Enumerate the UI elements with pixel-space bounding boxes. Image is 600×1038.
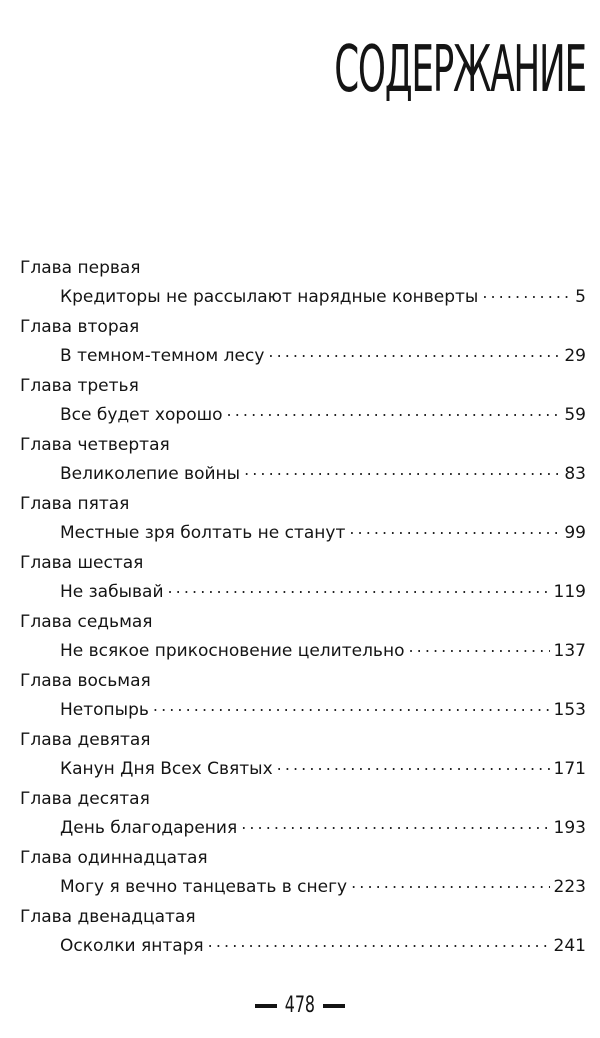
chapter-title: В темном-темном лесу	[60, 346, 265, 366]
chapter-page-number: 241	[553, 936, 586, 956]
chapter-label: Глава восьмая	[20, 671, 151, 691]
toc-entry	[60, 282, 586, 308]
chapter-page-number: 193	[553, 818, 586, 838]
toc-entry	[60, 695, 586, 721]
dot-leader	[244, 461, 560, 481]
dot-leader	[168, 579, 550, 599]
table-of-contents	[0, 250, 600, 958]
dot-leader	[268, 343, 560, 363]
dot-leader	[482, 284, 571, 304]
folio-dash-left	[255, 1004, 277, 1008]
chapter-page-number: 171	[553, 759, 586, 779]
chapter-page-number: 153	[553, 700, 586, 720]
toc-chapter	[0, 781, 600, 840]
dot-leader	[153, 697, 550, 717]
toc-chapter	[0, 486, 600, 545]
toc-chapter	[0, 250, 600, 309]
chapter-page-number: 119	[553, 582, 586, 602]
dot-leader	[241, 815, 549, 835]
toc-entry	[60, 754, 586, 780]
chapter-page-number: 137	[553, 641, 586, 661]
chapter-label: Глава первая	[20, 258, 141, 278]
chapter-title: Все будет хорошо	[60, 405, 223, 425]
chapter-page-number: 99	[564, 523, 586, 543]
chapter-page-number: 59	[564, 405, 586, 425]
chapter-label: Глава третья	[20, 376, 139, 396]
toc-chapter	[0, 427, 600, 486]
toc-chapter	[0, 368, 600, 427]
chapter-label: Глава вторая	[20, 317, 140, 337]
chapter-label: Глава девятая	[20, 730, 151, 750]
chapter-title: День благодарения	[60, 818, 238, 838]
chapter-title: Не забывай	[60, 582, 164, 602]
toc-entry	[60, 400, 586, 426]
chapter-label: Глава двенадцатая	[20, 907, 196, 927]
chapter-label: Глава пятая	[20, 494, 130, 514]
chapter-label: Глава шестая	[20, 553, 144, 573]
toc-chapter	[0, 840, 600, 899]
chapter-title: Кредиторы не рассылают нарядные конверты	[60, 287, 479, 307]
chapter-title: Канун Дня Всех Святых	[60, 759, 273, 779]
folio-dash-right	[323, 1004, 345, 1008]
chapter-page-number: 5	[575, 287, 586, 307]
dot-leader	[277, 756, 550, 776]
chapter-label: Глава одиннадцатая	[20, 848, 208, 868]
toc-entry	[60, 341, 586, 367]
chapter-page-number: 83	[564, 464, 586, 484]
toc-chapter	[0, 545, 600, 604]
dot-leader	[208, 933, 550, 953]
chapter-title: Местные зря болтать не станут	[60, 523, 346, 543]
toc-entry	[60, 872, 586, 898]
toc-chapter	[0, 722, 600, 781]
page-title: СОДЕРЖАНИЕ	[334, 33, 586, 107]
toc-entry	[60, 931, 586, 957]
toc-entry	[60, 813, 586, 839]
toc-chapter	[0, 309, 600, 368]
chapter-label: Глава четвертая	[20, 435, 170, 455]
chapter-label: Глава десятая	[20, 789, 150, 809]
dot-leader	[227, 402, 561, 422]
chapter-title: Великолепие войны	[60, 464, 241, 484]
dot-leader	[349, 520, 560, 540]
page-folio	[0, 992, 600, 1020]
toc-chapter	[0, 604, 600, 663]
chapter-label: Глава седьмая	[20, 612, 153, 632]
dot-leader	[351, 874, 549, 894]
toc-entry	[60, 518, 586, 544]
chapter-page-number: 223	[553, 877, 586, 897]
chapter-title: Могу я вечно танцевать в снегу	[60, 877, 348, 897]
toc-entry	[60, 459, 586, 485]
chapter-page-number: 29	[564, 346, 586, 366]
page-number: 478	[284, 993, 316, 1018]
toc-entry	[60, 577, 586, 603]
chapter-title: Нетопырь	[60, 700, 149, 720]
dot-leader	[408, 638, 549, 658]
toc-chapter	[0, 899, 600, 958]
chapter-title: Не всякое прикосновение целительно	[60, 641, 405, 661]
chapter-title: Осколки янтаря	[60, 936, 204, 956]
toc-chapter	[0, 663, 600, 722]
toc-entry	[60, 636, 586, 662]
